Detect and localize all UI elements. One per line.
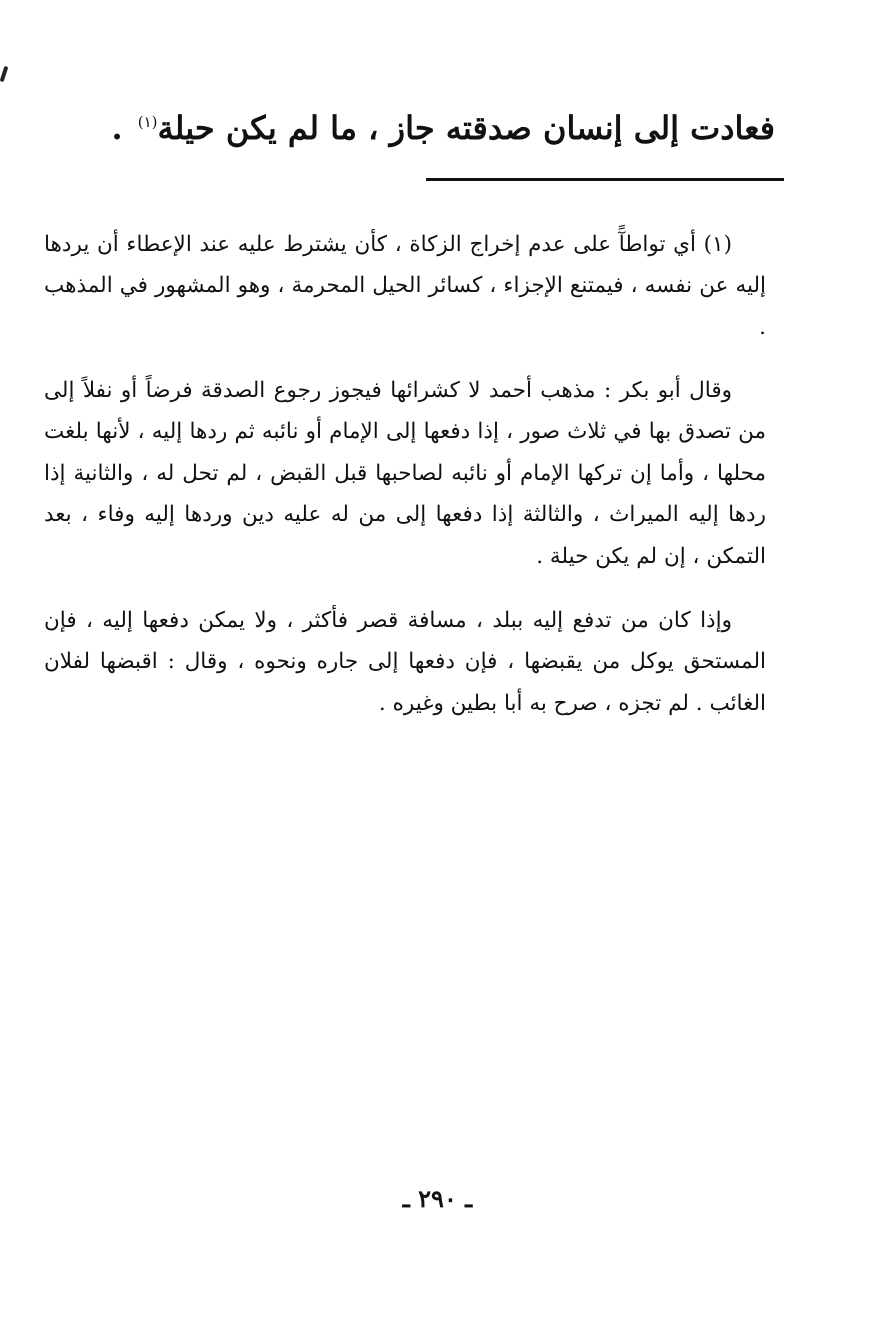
paragraph-distance: وإذا كان من تدفع إليه ببلد ، مسافة قصر فأكثر ، ولا يمكن دفعها إليه ، فإن المستحق يوكل من يقبضها ، فإن دفعها إلى جاره ونحوه ، وقال : اقبضها لفلان الغائب . لم تجزه ، صرح به أبا بطين وغيره . bbox=[44, 607, 766, 716]
margin-mark bbox=[0, 66, 8, 82]
main-text-end-mark: . bbox=[111, 109, 123, 147]
main-text: فعادت إلى إنسان صدقته جاز ، ما لم يكن حيلة bbox=[157, 109, 775, 147]
footnote-text: (١) أي تواطآً على عدم إخراج الزكاة ، كأن يشترط عليه عند الإعطاء أن يردها إليه عن نفسه ، فيمتنع الإجزاء ، كسائر الحيل المحرمة ، وهو المشهور في المذهب . bbox=[44, 231, 766, 340]
page-number: ـ ٢٩٠ ـ bbox=[402, 1184, 473, 1213]
main-text-line bbox=[111, 98, 775, 158]
footnote-separator bbox=[426, 178, 784, 181]
paragraph-abu-bakr: وقال أبو بكر : مذهب أحمد لا كشرائها فيجوز رجوع الصدقة فرضاً أو نفلاً إلى من تصدق بها في ثلاث صور ، إذا دفعها إلى الإمام أو نائبه ثم ردها إليه ، لأنها بلغت محلها ، وأما إن تركها الإمام أو نائبه لصاحبها قبل القبض ، لم تحل له ، والثانية إذا ردها إليه الميراث ، والثالثة إذا دفعها إلى من له عليه دين وردها إليه وفاء ، بعد التمكن ، إن لم يكن حيلة . bbox=[44, 377, 766, 569]
footnote-reference: (١) bbox=[137, 113, 158, 131]
